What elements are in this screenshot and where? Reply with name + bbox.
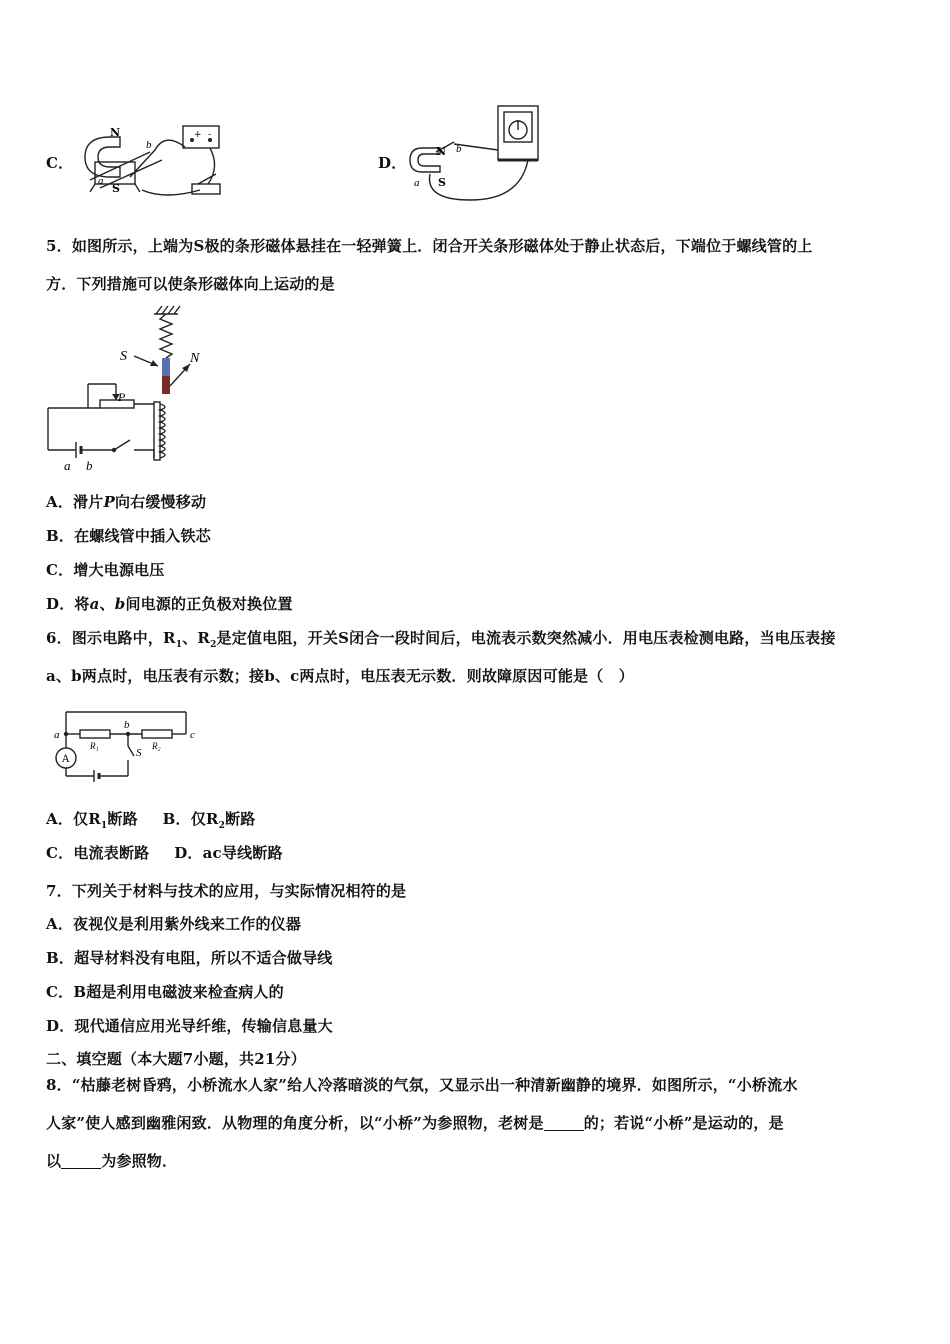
q6-figure [50, 704, 210, 784]
section-2-title: 二、填空题（本大题7小题，共21分） [46, 1050, 306, 1068]
label-minus: - [208, 130, 212, 140]
q5-option-b: B．在螺线管中插入铁芯 [46, 527, 211, 545]
horseshoe-magnet-shape [85, 137, 120, 177]
bar-magnet-top [162, 358, 170, 376]
switch-shape [192, 184, 220, 194]
q4-option-c-figure [70, 122, 230, 204]
rheostat [100, 400, 134, 408]
q8-blank-1[interactable] [544, 1115, 584, 1131]
label-b: b [456, 143, 462, 155]
q5-stem-line-2: 方．下列措施可以使条形磁体向上运动的是 [46, 275, 335, 293]
spring-shape [160, 314, 172, 358]
solenoid-core [154, 402, 160, 460]
label-s: S [112, 182, 120, 195]
q7-option-b: B．超导材料没有电阻，所以不适合做导线 [46, 949, 333, 967]
q8-line-2: 人家”使人感到幽雅闲致．从物理的角度分析，以“小桥”为参照物，老树是 的；若说“小桥”是运动的，是 [46, 1114, 784, 1132]
q7-option-a: A．夜视仪是利用紫外线来工作的仪器 [46, 915, 302, 933]
q7-stem: 7．下列关于材料与技术的应用，与实际情况相符的是 [46, 882, 407, 900]
label-s: S [438, 176, 446, 189]
bar-magnet-bottom [162, 376, 170, 394]
solenoid-coil [160, 404, 165, 458]
label-a: a [54, 729, 60, 741]
resistor-r1 [80, 730, 110, 738]
q6-stem-line-1: 6．图示电路中，$R_1$、$R_2$是定值电阻，开关S闭合一段时间后，电流表示数突然减小．用电压表检测电路，当电压表接 [46, 629, 836, 650]
label-b: b [124, 719, 130, 731]
label-s: S [120, 349, 127, 364]
q5-figure [46, 302, 216, 477]
q7-option-c: C．B超是利用电磁波来检查病人的 [46, 983, 284, 1001]
q8-blank-2[interactable] [61, 1153, 101, 1169]
label-b: b [86, 458, 93, 473]
switch-s [128, 746, 134, 756]
label-a: a [98, 175, 104, 187]
q8-line-1: 8．“枯藤老树昏鸦，小桥流水人家”给人冷落暗淡的气氛，又显示出一种清新幽静的境界．如图所示，“小桥流水 [46, 1076, 798, 1094]
q6-stem-line-2: a、b两点时，电压表有示数；接b、c两点时，电压表无示数．则故障原因可能是（ ） [46, 667, 634, 685]
q5-stem-line-1: 5．如图所示，上端为S极的条形磁体悬挂在一轻弹簧上．闭合开关条形磁体处于静止状态后，下端位于螺线管的上 [46, 237, 813, 255]
conductor-rod [130, 150, 155, 177]
label-a: a [414, 177, 420, 189]
q6-options-ab: A．仅$R_1$断路 B．仅$R_2$断路 [46, 810, 256, 831]
q8-line-3: 以 为参照物． [46, 1152, 178, 1170]
q4-option-c-label: C． [46, 154, 74, 172]
q5-option-d: D．将a、b间电源的正负极对换位置 [46, 595, 293, 613]
label-b: b [146, 139, 152, 151]
q5-option-a: A．滑片P向右缓慢移动 [46, 493, 207, 511]
label-c: c [190, 729, 195, 741]
q4-option-d-figure [400, 100, 560, 208]
label-r1: R₁ [90, 741, 99, 751]
label-s: S [136, 747, 142, 759]
q7-option-d: D．现代通信应用光导纤维，传输信息量大 [46, 1017, 333, 1035]
resistor-r2 [142, 730, 172, 738]
label-r2: R₂ [152, 741, 161, 751]
q4-option-d-label: D． [378, 154, 407, 172]
label-plus: + [194, 130, 202, 140]
switch-lever [114, 440, 130, 450]
label-n: N [110, 126, 121, 139]
label-n: N [436, 145, 447, 158]
label-n: N [190, 351, 200, 366]
q6-options-cd: C．电流表断路 D．ac导线断路 [46, 844, 283, 862]
label-p: P [118, 390, 126, 404]
label-ammeter: A [62, 754, 70, 765]
q5-option-c: C．增大电源电压 [46, 561, 165, 579]
label-a: a [64, 458, 71, 473]
